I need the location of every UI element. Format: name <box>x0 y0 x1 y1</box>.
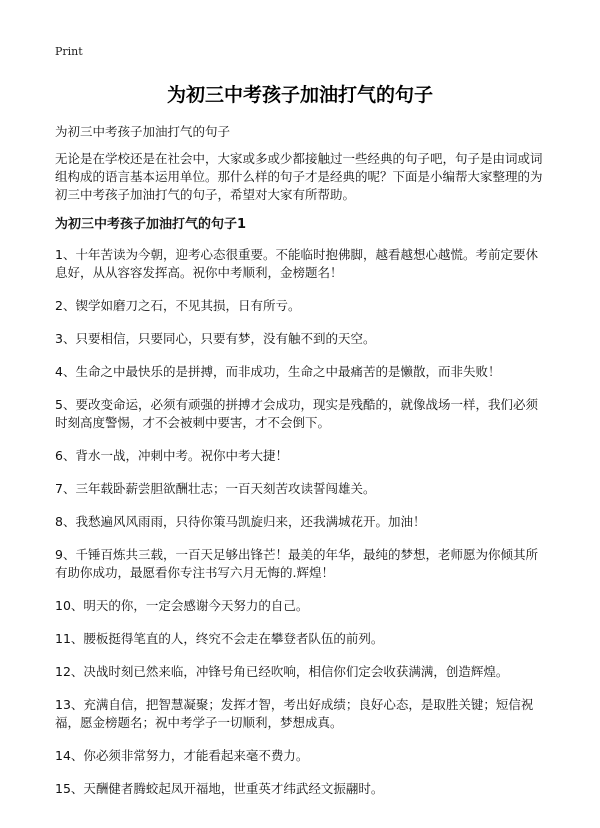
sentence-item: 2、锲学如磨刀之石，不见其损，日有所亏。 <box>55 298 301 313</box>
sentence-item: 11、腰板挺得笔直的人，终究不会走在攀登者队伍的前列。 <box>55 631 384 646</box>
article-intro: 无论是在学校还是在社会中，大家或多或少都接触过一些经典的句子吧，句子是由词或词组构成的语言基本运用单位。那什么样的句子才是经典的呢？下面是小编帮大家整理的为初三中考孩子加油打气的句子，希望对大家有所帮助。 <box>55 151 543 202</box>
sentence-item: 1、十年苦读为今朝，迎考心态很重要。不能临时抱佛脚，越看越想心越慌。考前定要休息好，从从容容发挥高。祝你中考顺利，金榜题名！ <box>55 247 538 280</box>
article-title: 为初三中考孩子加油打气的句子 <box>166 84 433 106</box>
print-link[interactable]: Print <box>55 45 83 58</box>
sentence-item: 10、明天的你，一定会感谢今天努力的自己。 <box>55 598 309 613</box>
sentence-item: 15、天酬健者腾蛟起凤开福地，世重英才纬武经文振翮时。 <box>55 781 384 796</box>
sentence-item: 9、千锤百炼共三载，一百天足够出锋芒！最美的年华，最纯的梦想，老师愿为你倾其所有助你成功，最愿看你专注书写六月无悔的.辉煌！ <box>55 547 538 580</box>
sentence-item: 4、生命之中最快乐的是拼搏，而非成功，生命之中最痛苦的是懒散，而非失败！ <box>55 364 501 379</box>
sentence-list <box>55 246 550 813</box>
sentence-item: 12、决战时刻已然来临，冲锋号角已经吹响，相信你们定会收获满满，创造辉煌。 <box>55 664 509 679</box>
sentence-item: 7、三年载卧薪尝胆欲酬壮志；一百天刻苦攻读誓闯雄关。 <box>55 481 376 496</box>
section-heading: 为初三中考孩子加油打气的句子1 <box>55 217 247 232</box>
article-subtitle: 为初三中考孩子加油打气的句子 <box>55 124 231 139</box>
sentence-item: 3、只要相信，只要同心，只要有梦，没有触不到的天空。 <box>55 331 376 346</box>
sentence-item: 13、充满自信，把智慧凝聚；发挥才智，考出好成绩；良好心态，是取胜关键；短信祝福，愿金榜题名；祝中考学子一切顺利，梦想成真。 <box>55 697 534 730</box>
sentence-item: 5、要改变命运，必须有顽强的拼搏才会成功，现实是残酷的，就像战场一样，我们必须时刻高度警惕，才不会被刺中要害，才不会倒下。 <box>55 397 538 430</box>
sentence-item: 14、你必须非常努力，才能看起来毫不费力。 <box>55 748 309 763</box>
sentence-item: 6、背水一战，冲刺中考。祝你中考大捷！ <box>55 448 288 463</box>
sentence-item: 8、我愁遍风风雨雨，只待你策马凯旋归来，还我满城花开。加油！ <box>55 514 426 529</box>
